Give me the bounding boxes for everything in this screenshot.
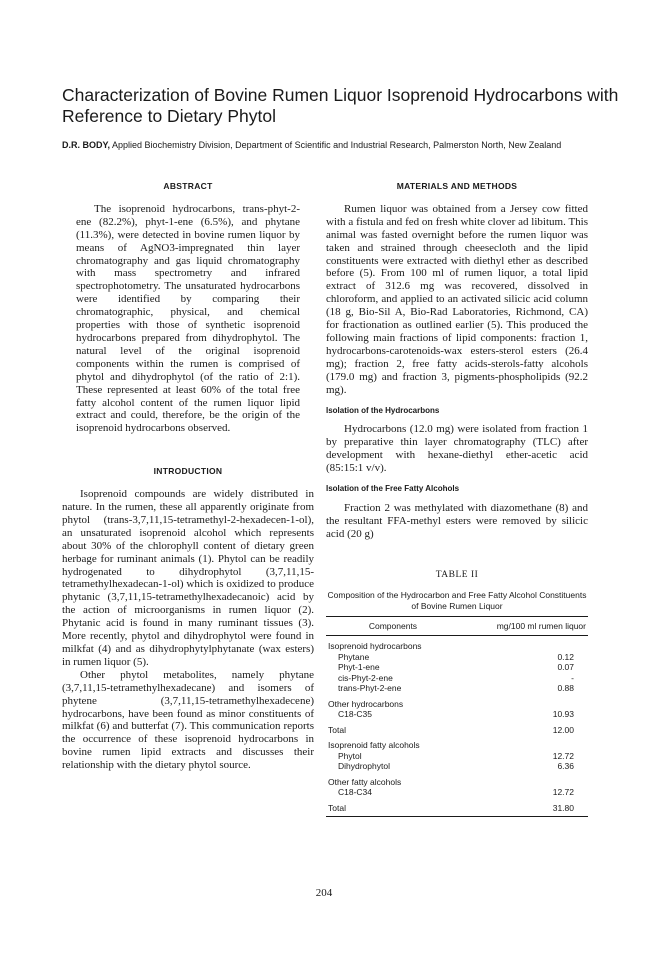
table-cell-component: Total [328, 724, 346, 735]
table-row [326, 787, 588, 798]
table-row [326, 652, 588, 663]
table-cell-value: 0.12 [557, 651, 574, 662]
table-cell-value [460, 636, 588, 652]
table-cell-component: Dihydrophytol [338, 761, 390, 772]
table-cell-value: 12.00 [552, 724, 574, 735]
table-cell-component: trans-Phyt-2-ene [338, 683, 402, 694]
table-cell-value: 10.93 [552, 709, 574, 720]
article-title: Characterization of Bovine Rumen Liquor Isoprenoid Hydrocarbons with Reference to Dietary Phytol [62, 85, 619, 126]
table-cell-value: 6.36 [557, 761, 574, 772]
table-row [326, 636, 588, 652]
column-header-components: Components [326, 616, 460, 636]
table-row [326, 694, 588, 710]
subsection-text-hydrocarbons: Hydrocarbons (12.0 mg) were isolated from fraction 1 by preparative thin layer chromatography (TLC) after development with hexane-diethyl ether-acetic acid (85:15:1 v/v). [326, 423, 588, 475]
table-row [326, 751, 588, 762]
table-row [326, 662, 588, 673]
table-cell-component: Other hydrocarbons [328, 698, 404, 709]
table-cell-value: 31.80 [460, 798, 588, 817]
right-column [326, 180, 588, 817]
table-row [326, 673, 588, 684]
introduction-paragraph-1: Isoprenoid compounds are widely distributed in nature. In the rumen, these all apparently originate from phytol (trans-3,7,11,15-tetramethyl-2-hexadecen-1-ol), an unsaturated isoprenoid alcohol which represents about 30% of the chlorophyll content of dietary green herbage for ruminant animals (1). Phytol can be readily hydrogenated to dihydrophytol (3,7,11,15-tetramethylhexadecan-1-ol) which is oxidized to produce phytanic (3,7,11,15-tetramethylhexadecanoic) acid by the action of microorganisms in rumen liquor (2). Phytanic acid is found in many ruminant tissues (3). More recently, phytol and dihydrophytol were found in milkfat (4) and as dihydrophytylphytanate (wax esters) in rumen liquor (5). [62, 488, 314, 668]
table-cell-value [460, 694, 588, 710]
table-row [326, 735, 588, 751]
column-header-value: mg/100 ml rumen liquor [460, 616, 588, 636]
table-cell-component: Phyt-1-ene [338, 662, 380, 673]
methods-heading: MATERIALS AND METHODS [396, 181, 518, 191]
subsection-text-fatty-alcohols: Fraction 2 was methylated with diazomethane (8) and the resultant FFA-methyl esters were removed by silicic acid (20 g) [326, 501, 588, 540]
page-number: 204 [315, 887, 333, 899]
author-name: D.R. BODY, [62, 140, 111, 150]
table-caption: Composition of the Hydrocarbon and Free Fatty Alcohol Constituents of Bovine Rumen Liquor [327, 589, 587, 611]
table-header-row [326, 616, 588, 636]
composition-table [326, 616, 588, 818]
table-cell-component: C18-C34 [338, 787, 373, 798]
table-cell-component: Isoprenoid hydrocarbons [328, 641, 422, 652]
table-cell-component: Phytol [338, 750, 362, 761]
author-affiliation: Applied Biochemistry Division, Department of Scientific and Industrial Research, Palmerston North, New Zealand [112, 140, 562, 150]
abstract-text: The isoprenoid hydrocarbons, trans-phyt-2-ene (82.2%), phyt-1-ene (6.5%), and phytane (11.3%), were detected in bovine rumen liquor by means of AgNO3-impregnated thin layer chromatography and gas liquid chromatography with mass spectrometry and infrared spectrophotometry. The unsaturated hydrocarbons were identified by comparing their chromatographic, physical, and chemical properties with those of synthetic isoprenoid hydrocarbons prepared from dihydrophytol. The natural level of the original isoprenoid components within the rumen is comprised of phytol and dihydrophytol (of the ratio of 2:1). These represented at least 60% of the total free fatty alcohol content of the rumen liquor lipid extract and could, therefore, be the origin of the isoprenoid hydrocarbons observed. [76, 202, 300, 435]
table-cell-component: cis-Phyt-2-ene [338, 672, 393, 683]
table-row [326, 798, 588, 817]
left-column [62, 180, 314, 772]
table-cell-component: Total [326, 798, 460, 817]
table-cell-component: C18-C35 [338, 709, 373, 720]
table-cell-value: 0.88 [557, 683, 574, 694]
table-row [326, 720, 588, 736]
table-cell-value [460, 772, 588, 788]
table-cell-value: - [571, 672, 574, 683]
table-title: TABLE II [435, 569, 479, 580]
author-block [62, 140, 602, 152]
table-cell-value: 12.72 [552, 787, 574, 798]
table-cell-component: Phytane [338, 651, 370, 662]
table-cell-value [460, 735, 588, 751]
methods-paragraph-1: Rumen liquor was obtained from a Jersey cow fitted with a fistula and fed on fresh white clover ad libitum. This animal was fasted overnight before the rumen liquor was taken and strained through cheesecloth and the lipid constituents were extracted with diethyl ether as described before (5). From 100 ml of rumen liquor, a total lipid extract of 312.6 mg was recovered, dissolved in chloroform, and applied to an activated silicic acid column (18 g, Bio-Sil A, Bio-Rad Laboratories, Richmond, CA) for fractionation as outlined earlier (5). This produced the following main fractions of lipid components: fraction 1, hydrocarbons-carotenoids-wax esters-sterol esters (26.4 mg); fraction 2, free fatty acids-sterols-fatty alcohols (179.0 mg) and fraction 3, pigments-phospholipids (92.2 mg). [326, 202, 588, 396]
abstract-heading: ABSTRACT [163, 181, 213, 191]
introduction-paragraph-2: Other phytol metabolites, namely phytane (3,7,11,15-tetramethylhexadecane) and isomers of phytene (3,7,11,15-tetramethylhexadecene) hydrocarbons, have been found as minor constituents of milkfat (6) and butterfat (7). This communication reports the occurrence of these isoprenoid hydrocarbons in bovine rumen lipid extracts and discusses their relationship with the dietary phytol source. [62, 668, 314, 772]
subsection-heading-fatty-alcohols: Isolation of the Free Fatty Alcohols [326, 484, 460, 494]
table-cell-value: 12.72 [552, 750, 574, 761]
table-row [326, 709, 588, 720]
table-cell-component: Other fatty alcohols [328, 776, 402, 787]
introduction-heading: INTRODUCTION [153, 466, 223, 477]
table-row [326, 683, 588, 694]
table-row [326, 772, 588, 788]
table-cell-value: 0.07 [557, 662, 574, 673]
table-cell-component: Isoprenoid fatty alcohols [328, 740, 420, 751]
subsection-heading-hydrocarbons: Isolation of the Hydrocarbons [326, 405, 440, 415]
table-row [326, 761, 588, 772]
